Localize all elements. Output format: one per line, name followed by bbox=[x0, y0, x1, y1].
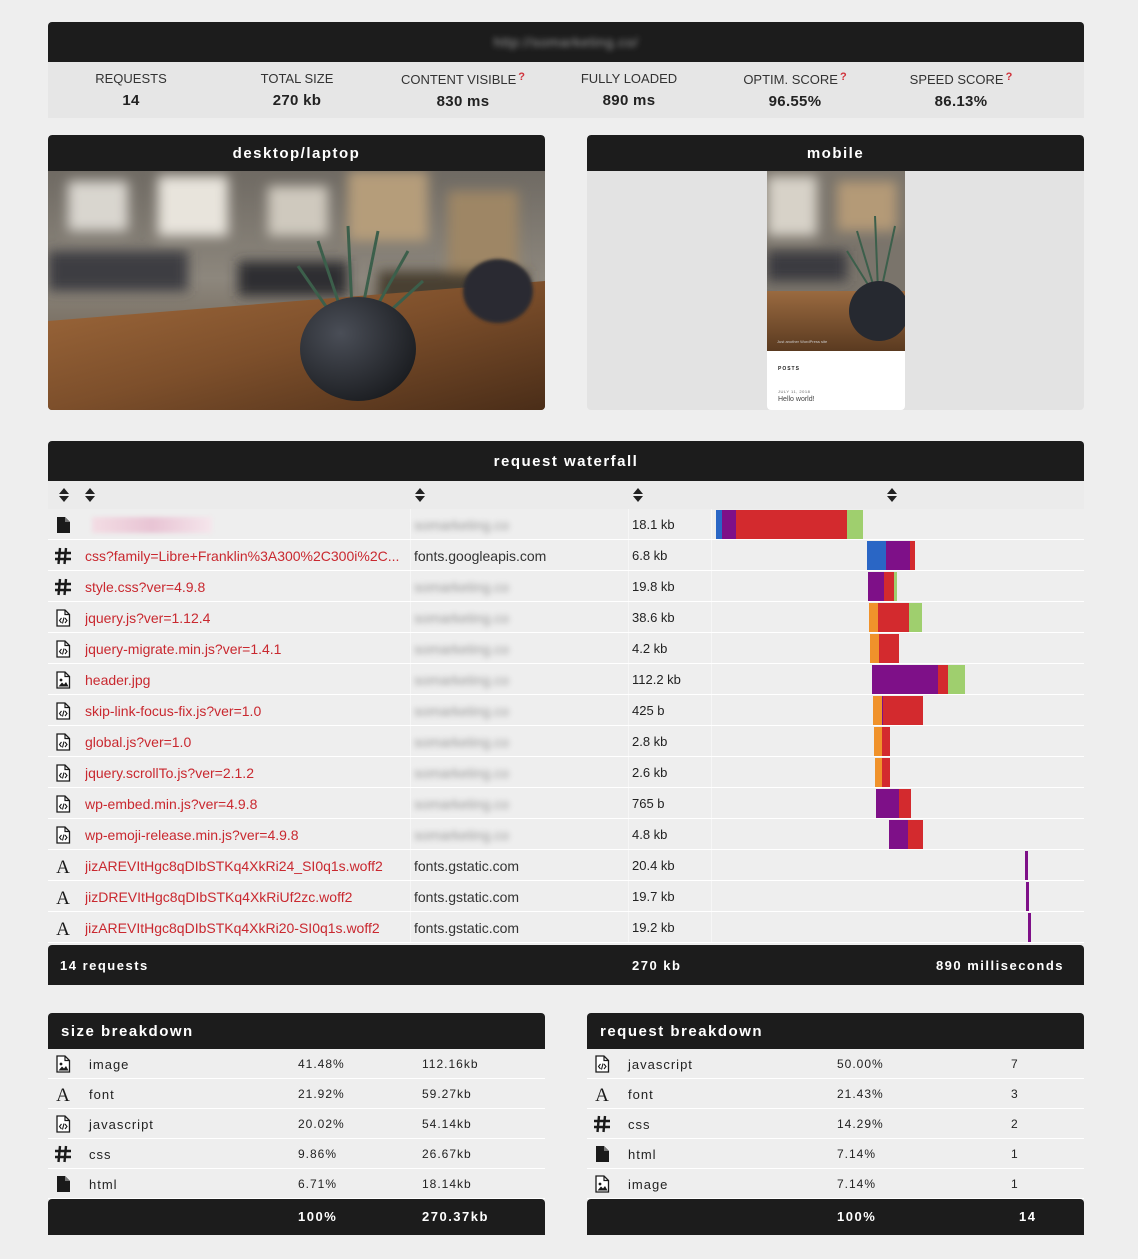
request-name[interactable]: jizAREVItHgc8qDIbSTKq4XkRi20-SI0q1s.woff2 bbox=[85, 920, 380, 936]
timing-segment bbox=[886, 541, 910, 570]
column-divider bbox=[711, 788, 712, 819]
stat-speed-score bbox=[878, 62, 1044, 118]
column-divider bbox=[410, 788, 411, 819]
html-file-icon bbox=[54, 516, 72, 534]
timing-bar[interactable] bbox=[716, 851, 1084, 880]
breakdown-row bbox=[48, 1139, 545, 1169]
request-name[interactable]: header.jpg bbox=[85, 672, 151, 688]
request-host: fonts.gstatic.com bbox=[414, 889, 520, 905]
timing-segment bbox=[874, 727, 882, 756]
waterfall-row[interactable] bbox=[48, 850, 1084, 881]
js-file-icon bbox=[54, 1115, 72, 1133]
timing-segment bbox=[869, 603, 878, 632]
request-host: somarketing.co bbox=[414, 610, 509, 626]
help-icon[interactable]: ? bbox=[518, 71, 526, 83]
help-icon[interactable]: ? bbox=[1005, 71, 1013, 83]
timing-bar[interactable] bbox=[716, 541, 1084, 570]
svg-text:A: A bbox=[595, 1085, 609, 1103]
image-file-icon bbox=[54, 671, 72, 689]
svg-text:A: A bbox=[56, 919, 70, 937]
request-breakdown-title: request breakdown bbox=[587, 1013, 1084, 1049]
desktop-screenshot-image bbox=[48, 171, 545, 410]
breakdown-value: 7 bbox=[1011, 1057, 1019, 1071]
column-divider bbox=[628, 695, 629, 726]
request-name[interactable]: css?family=Libre+Franklin%3A300%2C300i%2C... bbox=[85, 548, 400, 564]
stat-label bbox=[48, 71, 214, 86]
css-file-icon bbox=[54, 1145, 72, 1163]
stat-optim-score bbox=[712, 62, 878, 118]
column-divider bbox=[628, 540, 629, 571]
font-file-icon bbox=[54, 857, 72, 875]
js-file-icon bbox=[54, 764, 72, 782]
breakdown-row bbox=[48, 1049, 545, 1079]
column-divider bbox=[711, 850, 712, 881]
column-divider bbox=[711, 509, 712, 540]
request-breakdown bbox=[587, 1013, 1084, 1235]
breakdown-percent: 20.02% bbox=[298, 1117, 345, 1131]
stat-label bbox=[546, 71, 712, 86]
waterfall-total-requests: 14 requests bbox=[60, 957, 149, 973]
column-divider bbox=[711, 664, 712, 695]
waterfall-row[interactable] bbox=[48, 819, 1084, 850]
column-divider bbox=[628, 819, 629, 850]
request-size: 112.2 kb bbox=[632, 672, 681, 687]
column-divider bbox=[628, 571, 629, 602]
breakdown-percent: 14.29% bbox=[837, 1117, 884, 1131]
stat-value: 890 ms bbox=[602, 92, 656, 109]
stat-value: 96.55% bbox=[768, 93, 822, 110]
mobile-panel-title: mobile bbox=[587, 135, 1084, 171]
sort-name-icon[interactable] bbox=[84, 487, 96, 503]
stat-label bbox=[214, 71, 380, 86]
column-divider bbox=[410, 881, 411, 912]
breakdown-percent: 21.43% bbox=[837, 1087, 884, 1101]
waterfall-row[interactable] bbox=[48, 633, 1084, 664]
breakdown-row bbox=[587, 1139, 1084, 1169]
timing-segment bbox=[736, 510, 847, 539]
timing-bar[interactable] bbox=[716, 665, 1084, 694]
breakdown-value: 59.27kb bbox=[422, 1087, 472, 1101]
column-divider bbox=[628, 633, 629, 664]
column-divider bbox=[410, 509, 411, 540]
stat-label-text: REQUESTS bbox=[95, 71, 167, 86]
js-file-icon bbox=[54, 702, 72, 720]
request-size: 19.7 kb bbox=[632, 889, 675, 904]
sort-timing-icon[interactable] bbox=[886, 487, 898, 503]
row-divider bbox=[48, 942, 1084, 943]
column-divider bbox=[410, 540, 411, 571]
request-size: 20.4 kb bbox=[632, 858, 675, 873]
stat-label-text: OPTIM. SCORE bbox=[743, 72, 838, 87]
timing-segment bbox=[948, 665, 965, 694]
request-size: 425 b bbox=[632, 703, 665, 718]
column-divider bbox=[711, 757, 712, 788]
mobile-post-date: JULY 11, 2018 bbox=[778, 389, 811, 394]
breakdown-row bbox=[48, 1169, 545, 1199]
html-file-icon bbox=[593, 1145, 611, 1163]
waterfall-row[interactable] bbox=[48, 571, 1084, 602]
timing-segment bbox=[894, 572, 897, 601]
column-divider bbox=[410, 664, 411, 695]
timing-segment bbox=[878, 603, 909, 632]
url-text: http://somarketing.co/ bbox=[493, 34, 639, 50]
timing-segment bbox=[876, 789, 899, 818]
column-divider bbox=[410, 757, 411, 788]
breakdown-percent: 7.14% bbox=[837, 1177, 877, 1191]
timing-bar[interactable] bbox=[716, 572, 1084, 601]
request-size: 4.2 kb bbox=[632, 641, 668, 656]
column-divider bbox=[628, 664, 629, 695]
request-host: somarketing.co bbox=[414, 796, 509, 812]
timing-segment bbox=[868, 572, 884, 601]
desktop-panel-title: desktop/laptop bbox=[48, 135, 545, 171]
request-size: 19.2 kb bbox=[632, 920, 675, 935]
column-divider bbox=[628, 509, 629, 540]
css-file-icon bbox=[593, 1115, 611, 1133]
font-file-icon bbox=[54, 1085, 72, 1103]
mobile-site-tagline: Just another WordPress site bbox=[777, 339, 828, 344]
waterfall-row[interactable] bbox=[48, 912, 1084, 943]
timing-segment bbox=[910, 541, 915, 570]
breakdown-value: 18.14kb bbox=[422, 1177, 472, 1191]
column-divider bbox=[711, 571, 712, 602]
request-name[interactable]: skip-link-focus-fix.js?ver=1.0 bbox=[85, 703, 262, 719]
request-name[interactable]: global.js?ver=1.0 bbox=[85, 734, 192, 750]
stat-label-text: TOTAL SIZE bbox=[260, 71, 334, 86]
breakdown-row bbox=[48, 1079, 545, 1109]
waterfall-row[interactable] bbox=[48, 695, 1084, 726]
breakdown-type: image bbox=[89, 1057, 130, 1072]
breakdown-percent: 7.14% bbox=[837, 1147, 877, 1161]
mobile-header-image bbox=[767, 171, 905, 351]
waterfall-row[interactable] bbox=[48, 881, 1084, 912]
svg-text:A: A bbox=[56, 1085, 70, 1103]
waterfall-row[interactable] bbox=[48, 757, 1084, 788]
column-divider bbox=[711, 540, 712, 571]
mobile-screenshot-image bbox=[767, 171, 905, 410]
column-divider bbox=[628, 726, 629, 757]
js-file-icon bbox=[54, 795, 72, 813]
waterfall-row[interactable] bbox=[48, 788, 1084, 819]
breakdown-value: 26.67kb bbox=[422, 1147, 472, 1161]
timing-bar[interactable] bbox=[716, 882, 1084, 911]
request-host: somarketing.co bbox=[414, 827, 509, 843]
timing-segment bbox=[882, 758, 890, 787]
column-divider bbox=[711, 695, 712, 726]
column-divider bbox=[628, 757, 629, 788]
breakdown-type: javascript bbox=[89, 1117, 154, 1132]
breakdown-row bbox=[587, 1109, 1084, 1139]
request-host: somarketing.co bbox=[414, 641, 509, 657]
js-file-icon bbox=[54, 640, 72, 658]
breakdown-value: 1 bbox=[1011, 1147, 1019, 1161]
stat-value: 14 bbox=[122, 92, 140, 109]
breakdown-value: 1 bbox=[1011, 1177, 1019, 1191]
timing-segment bbox=[870, 634, 879, 663]
request-host: fonts.gstatic.com bbox=[414, 920, 520, 936]
request-size: 2.8 kb bbox=[632, 734, 668, 749]
size-total-pct: 100% bbox=[298, 1209, 338, 1224]
request-size: 765 b bbox=[632, 796, 665, 811]
timing-segment bbox=[883, 696, 923, 725]
column-divider bbox=[628, 788, 629, 819]
stat-requests bbox=[48, 62, 214, 118]
request-size: 2.6 kb bbox=[632, 765, 668, 780]
breakdown-row bbox=[48, 1109, 545, 1139]
stat-label bbox=[712, 71, 878, 87]
desktop-screenshot-panel bbox=[48, 135, 545, 410]
js-file-icon bbox=[54, 826, 72, 844]
font-file-icon bbox=[593, 1085, 611, 1103]
mobile-posts-label: POSTS bbox=[778, 366, 800, 372]
timing-bar[interactable] bbox=[716, 820, 1084, 849]
breakdown-percent: 50.00% bbox=[837, 1057, 884, 1071]
sort-size-icon[interactable] bbox=[632, 487, 644, 503]
waterfall-row[interactable] bbox=[48, 540, 1084, 571]
request-name[interactable]: wp-embed.min.js?ver=4.9.8 bbox=[85, 796, 258, 812]
breakdown-type: javascript bbox=[628, 1057, 693, 1072]
column-divider bbox=[410, 633, 411, 664]
waterfall-row[interactable] bbox=[48, 664, 1084, 695]
column-divider bbox=[410, 912, 411, 943]
stats-strip bbox=[48, 62, 1084, 118]
stat-label-text: CONTENT VISIBLE bbox=[400, 72, 517, 87]
stat-label-text: FULLY LOADED bbox=[580, 71, 678, 86]
timing-segment bbox=[879, 634, 899, 663]
breakdown-value: 2 bbox=[1011, 1117, 1019, 1131]
breakdown-type: css bbox=[628, 1117, 651, 1132]
font-file-icon bbox=[54, 919, 72, 937]
breakdown-percent: 21.92% bbox=[298, 1087, 345, 1101]
breakdown-percent: 41.48% bbox=[298, 1057, 345, 1071]
request-name[interactable]: jquery-migrate.min.js?ver=1.4.1 bbox=[85, 641, 282, 657]
stat-value: 830 ms bbox=[436, 93, 490, 110]
size-total-value: 270.37kb bbox=[422, 1209, 489, 1224]
request-size: 18.1 kb bbox=[632, 517, 675, 532]
request-name[interactable]: jquery.scrollTo.js?ver=2.1.2 bbox=[85, 765, 254, 781]
breakdown-row bbox=[587, 1079, 1084, 1109]
breakdown-percent: 6.71% bbox=[298, 1177, 338, 1191]
timing-segment bbox=[909, 603, 922, 632]
request-total-pct: 100% bbox=[837, 1209, 877, 1224]
column-divider bbox=[711, 819, 712, 850]
request-name[interactable]: jizDREVItHgc8qDIbSTKq4XkRiUf2zc.woff2 bbox=[85, 889, 353, 905]
waterfall-rows bbox=[48, 509, 1084, 943]
waterfall-footer bbox=[48, 945, 1084, 985]
timing-segment bbox=[908, 820, 923, 849]
waterfall-sort-row bbox=[48, 481, 1084, 509]
breakdown-type: image bbox=[628, 1177, 669, 1192]
stat-label bbox=[380, 71, 546, 87]
column-divider bbox=[628, 912, 629, 943]
timing-bar[interactable] bbox=[716, 727, 1084, 756]
breakdown-percent: 9.86% bbox=[298, 1147, 338, 1161]
request-host: somarketing.co bbox=[414, 517, 509, 533]
waterfall-row[interactable] bbox=[48, 509, 1084, 540]
breakdown-row bbox=[587, 1049, 1084, 1079]
request-size: 38.6 kb bbox=[632, 610, 675, 625]
css-file-icon bbox=[54, 547, 72, 565]
request-host: somarketing.co bbox=[414, 703, 509, 719]
sort-host-icon[interactable] bbox=[414, 487, 426, 503]
request-host: somarketing.co bbox=[414, 765, 509, 781]
timing-segment bbox=[882, 727, 890, 756]
breakdown-value: 3 bbox=[1011, 1087, 1019, 1101]
request-host: somarketing.co bbox=[414, 734, 509, 750]
timing-segment bbox=[873, 696, 882, 725]
column-divider bbox=[410, 571, 411, 602]
waterfall-row[interactable] bbox=[48, 602, 1084, 633]
timing-bar[interactable] bbox=[716, 913, 1084, 942]
js-file-icon bbox=[54, 733, 72, 751]
column-divider bbox=[711, 633, 712, 664]
redacted-name bbox=[92, 517, 212, 533]
html-file-icon bbox=[54, 1175, 72, 1193]
breakdown-value: 54.14kb bbox=[422, 1117, 472, 1131]
request-name[interactable]: wp-emoji-release.min.js?ver=4.9.8 bbox=[85, 827, 299, 843]
timing-segment bbox=[1026, 882, 1029, 911]
breakdown-type: html bbox=[628, 1147, 657, 1162]
size-breakdown-footer bbox=[48, 1199, 545, 1235]
column-divider bbox=[410, 602, 411, 633]
breakdown-type: html bbox=[89, 1177, 118, 1192]
breakdown-value: 112.16kb bbox=[422, 1057, 479, 1071]
stat-value: 86.13% bbox=[934, 93, 988, 110]
column-divider bbox=[711, 881, 712, 912]
column-divider bbox=[628, 602, 629, 633]
size-breakdown-title: size breakdown bbox=[48, 1013, 545, 1049]
js-file-icon bbox=[593, 1055, 611, 1073]
request-host: somarketing.co bbox=[414, 672, 509, 688]
request-breakdown-rows bbox=[587, 1049, 1084, 1199]
stat-label-text: SPEED SCORE bbox=[909, 72, 1004, 87]
timing-segment bbox=[938, 665, 948, 694]
timing-segment bbox=[875, 758, 882, 787]
request-host: fonts.googleapis.com bbox=[414, 548, 547, 564]
timing-segment bbox=[889, 820, 908, 849]
stat-label bbox=[878, 71, 1044, 87]
url-bar bbox=[48, 22, 1084, 62]
request-name[interactable]: jizAREVItHgc8qDIbSTKq4XkRi24_SI0q1s.woff2 bbox=[85, 858, 383, 874]
request-size: 19.8 kb bbox=[632, 579, 675, 594]
size-breakdown bbox=[48, 1013, 545, 1235]
css-file-icon bbox=[54, 578, 72, 596]
breakdown-type: font bbox=[89, 1087, 115, 1102]
breakdown-row bbox=[587, 1169, 1084, 1199]
timing-segment bbox=[847, 510, 863, 539]
request-host: fonts.gstatic.com bbox=[414, 858, 520, 874]
svg-text:A: A bbox=[56, 857, 70, 875]
image-file-icon bbox=[593, 1175, 611, 1193]
timing-bar[interactable] bbox=[716, 603, 1084, 632]
svg-text:A: A bbox=[56, 888, 70, 906]
timing-segment bbox=[884, 572, 894, 601]
column-divider bbox=[628, 850, 629, 881]
waterfall-title: request waterfall bbox=[48, 441, 1084, 481]
help-icon[interactable]: ? bbox=[839, 71, 847, 83]
request-host: somarketing.co bbox=[414, 579, 509, 595]
timing-bar[interactable] bbox=[716, 696, 1084, 725]
timing-bar[interactable] bbox=[716, 758, 1084, 787]
waterfall-row[interactable] bbox=[48, 726, 1084, 757]
request-name[interactable]: style.css?ver=4.9.8 bbox=[85, 579, 206, 595]
breakdown-type: font bbox=[628, 1087, 654, 1102]
stat-value: 270 kb bbox=[272, 92, 322, 109]
sort-type-icon[interactable] bbox=[58, 487, 70, 503]
font-file-icon bbox=[54, 888, 72, 906]
waterfall-total-size: 270 kb bbox=[632, 957, 682, 973]
column-divider bbox=[628, 881, 629, 912]
size-breakdown-rows bbox=[48, 1049, 545, 1199]
timing-segment bbox=[722, 510, 736, 539]
timing-segment bbox=[1025, 851, 1028, 880]
timing-bar[interactable] bbox=[716, 789, 1084, 818]
timing-segment bbox=[872, 665, 938, 694]
mobile-screenshot-panel bbox=[587, 135, 1084, 410]
timing-bar[interactable] bbox=[716, 634, 1084, 663]
timing-segment bbox=[899, 789, 911, 818]
timing-segment bbox=[1028, 913, 1031, 942]
request-name[interactable]: jquery.js?ver=1.12.4 bbox=[85, 610, 211, 626]
column-divider bbox=[410, 819, 411, 850]
breakdown-type: css bbox=[89, 1147, 112, 1162]
request-waterfall bbox=[48, 441, 1084, 973]
timing-segment bbox=[867, 541, 886, 570]
request-breakdown-footer bbox=[587, 1199, 1084, 1235]
column-divider bbox=[410, 850, 411, 881]
request-size: 6.8 kb bbox=[632, 548, 668, 563]
column-divider bbox=[410, 726, 411, 757]
mobile-post-title[interactable]: Hello world! bbox=[778, 396, 815, 403]
waterfall-total-time: 890 milliseconds bbox=[935, 957, 1064, 973]
column-divider bbox=[410, 695, 411, 726]
request-total-value: 14 bbox=[1019, 1209, 1037, 1224]
stat-content-visible bbox=[380, 62, 546, 118]
column-divider bbox=[711, 602, 712, 633]
js-file-icon bbox=[54, 609, 72, 627]
column-divider bbox=[711, 912, 712, 943]
stat-total-size bbox=[214, 62, 380, 118]
image-file-icon bbox=[54, 1055, 72, 1073]
timing-bar[interactable] bbox=[716, 510, 1084, 539]
request-size: 4.8 kb bbox=[632, 827, 668, 842]
column-divider bbox=[711, 726, 712, 757]
stat-fully-loaded bbox=[546, 62, 712, 118]
